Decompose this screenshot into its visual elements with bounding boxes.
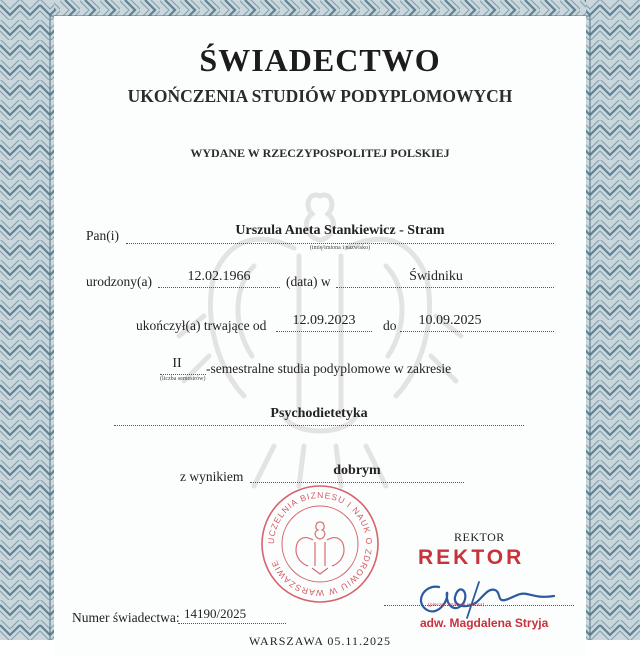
certificate-paper bbox=[54, 16, 586, 656]
birth-place: Świdniku bbox=[409, 269, 463, 284]
place-and-date: WARSZAWA 05.11.2025 bbox=[249, 634, 391, 648]
field-line bbox=[114, 425, 524, 426]
holder-prefix: Pan(i) bbox=[86, 228, 119, 243]
document-subtitle: UKOŃCZENIA STUDIÓW PODYPLOMOWYCH bbox=[127, 86, 513, 106]
rector-name: adw. Magdalena Stryja bbox=[420, 616, 549, 630]
university-seal-icon bbox=[258, 482, 382, 606]
seal-text: UCZELNIA BIZNESU I NAUK O ZDROWIU W WARSZAWIE bbox=[265, 489, 375, 599]
period-to-label: do bbox=[383, 318, 397, 333]
rector-stamp-title: REKTOR bbox=[418, 546, 525, 569]
rector-stamp-hint: (pieczęć imienna rektora) bbox=[428, 602, 485, 608]
period-to: 10.09.2025 bbox=[418, 313, 482, 328]
holder-line bbox=[126, 243, 554, 244]
birth-place-line bbox=[336, 287, 554, 288]
semesters-line bbox=[160, 374, 206, 375]
issued-in-country: WYDANE W RZECZYPOSPOLITEJ POLSKIEJ bbox=[190, 146, 450, 160]
result-prefix: z wynikiem bbox=[180, 469, 244, 484]
birth-place-label: (data) w bbox=[286, 274, 331, 289]
period-from-line bbox=[276, 331, 372, 332]
document-title: ŚWIADECTWO bbox=[199, 42, 441, 78]
holder-name-hint: (imię/imiona i nazwisko) bbox=[309, 245, 371, 251]
period-to-line bbox=[400, 331, 554, 332]
certificate-number: 14190/2025 bbox=[184, 606, 247, 621]
certificate-number-line bbox=[178, 623, 286, 624]
field-of-study: Psychodietetyka bbox=[270, 406, 368, 421]
semesters-count: II bbox=[172, 356, 182, 371]
birth-prefix: urodzony(a) bbox=[86, 274, 152, 289]
rector-signature-icon bbox=[409, 572, 559, 622]
result-grade: dobrym bbox=[333, 463, 381, 478]
holder-name: Urszula Aneta Stankiewicz - Stram bbox=[235, 223, 445, 238]
studies-text: -semestralne studia podyplomowe w zakresie bbox=[206, 361, 452, 376]
period-from: 12.09.2023 bbox=[292, 313, 356, 328]
birth-date-line bbox=[158, 287, 280, 288]
certificate-number-label: Numer świadectwa: bbox=[72, 610, 180, 625]
semesters-hint: (liczba semestrów) bbox=[160, 376, 206, 382]
rector-label: REKTOR bbox=[454, 530, 505, 544]
period-prefix: ukończył(a) trwające od bbox=[136, 318, 267, 333]
birth-date: 12.02.1966 bbox=[187, 269, 251, 284]
